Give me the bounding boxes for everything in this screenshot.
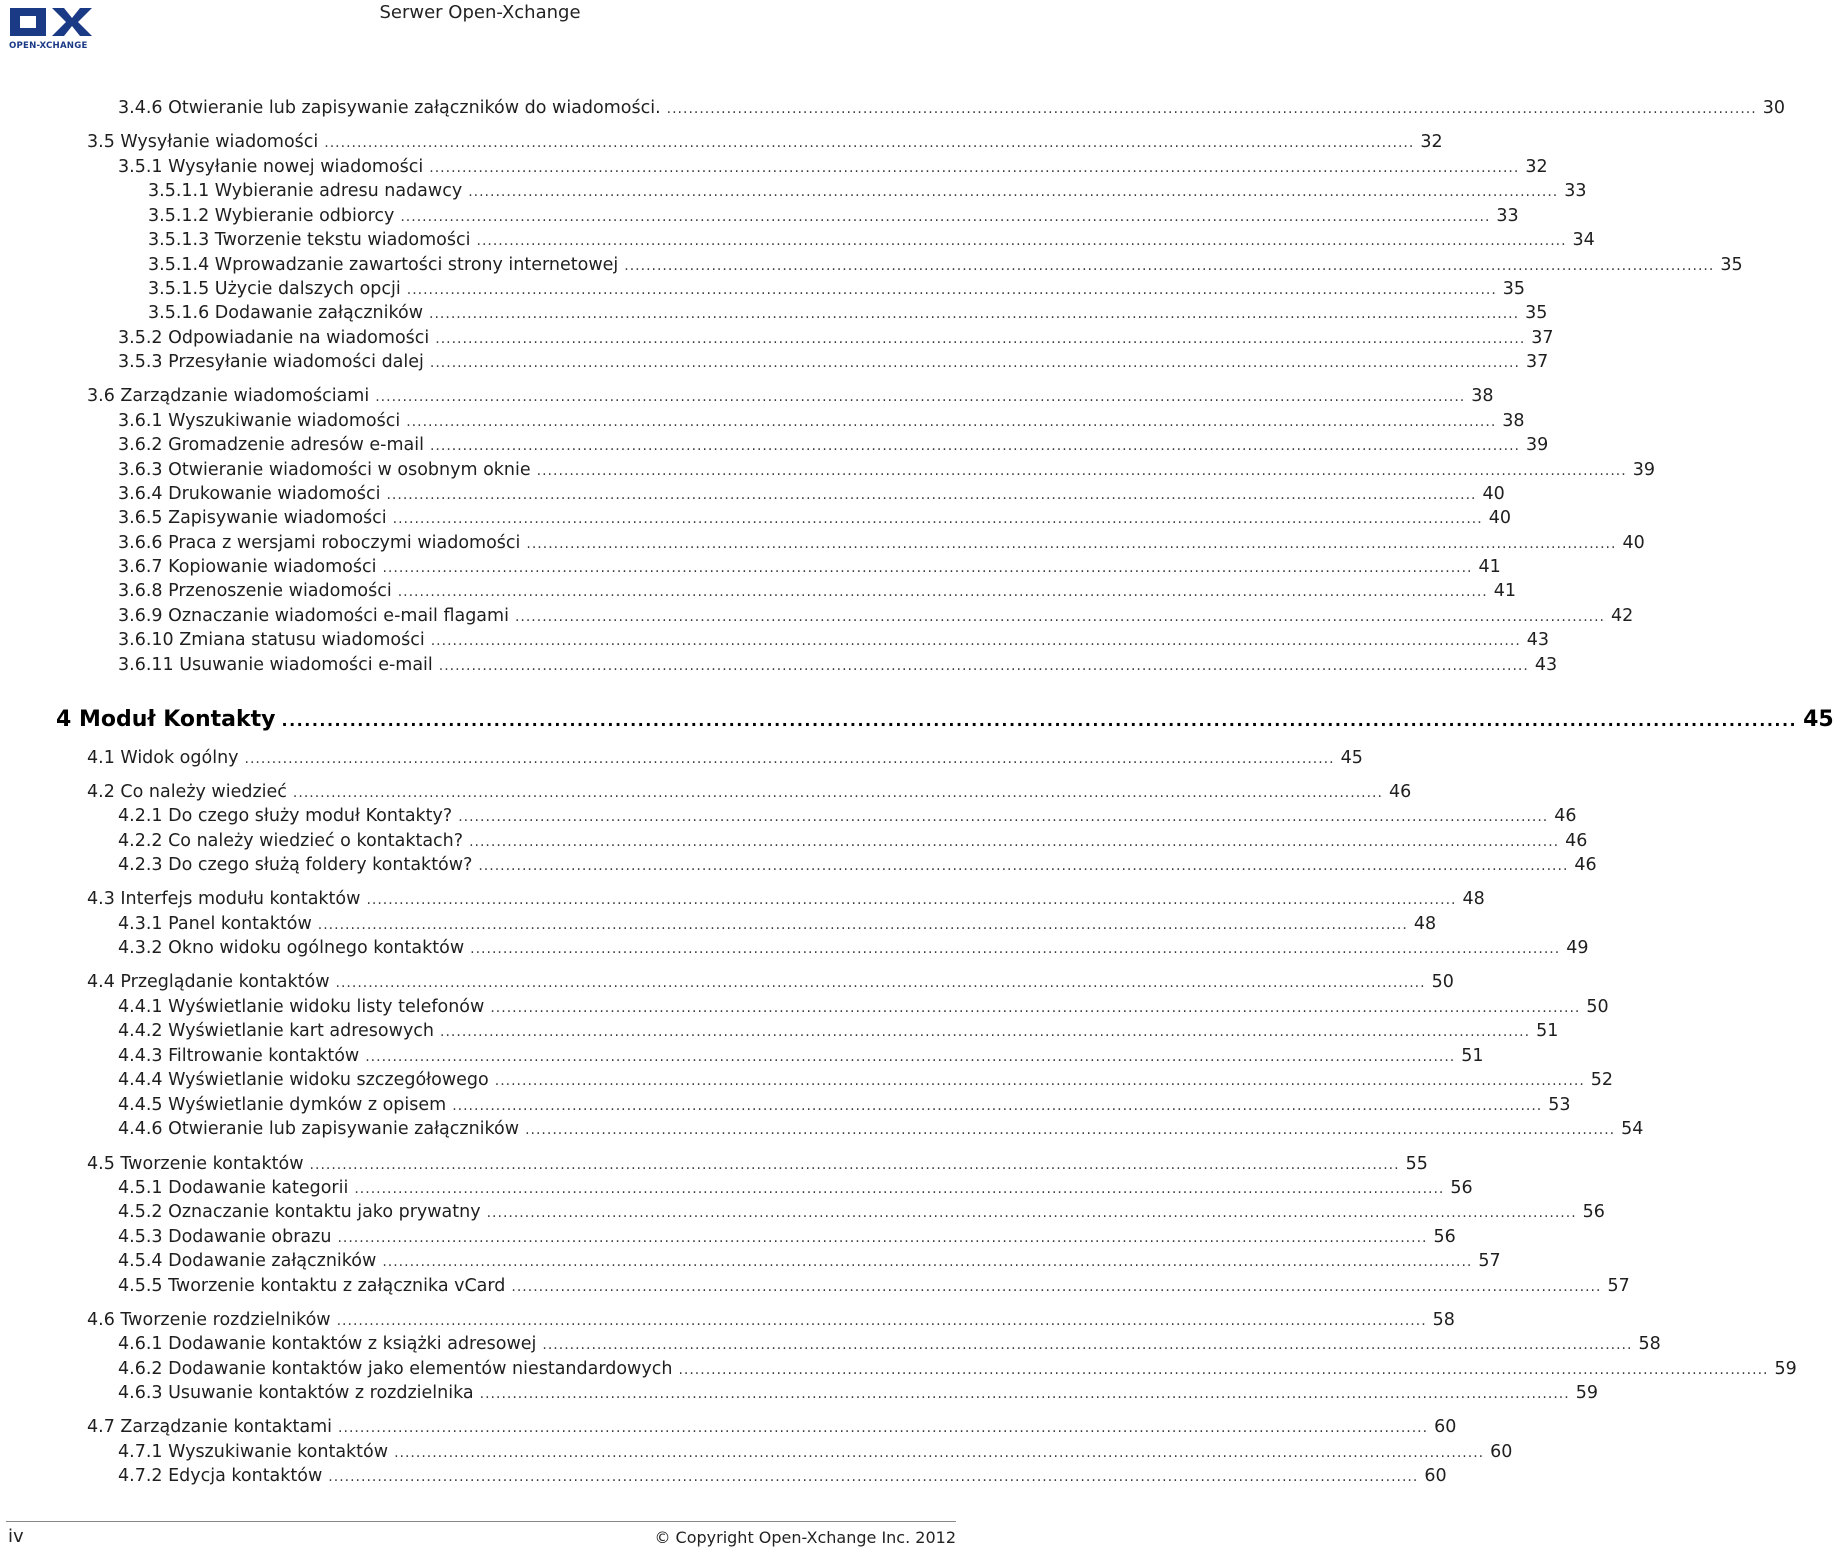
toc-entry[interactable] — [118, 805, 1577, 828]
toc-page-number: 51 — [1536, 1021, 1559, 1041]
dot-leader: ........................................................................................................................................................................................................ — [244, 751, 1335, 767]
toc-entry-title: 4.3.1 Panel kontaktów — [118, 914, 312, 934]
toc-entry-title: 4.5.5 Tworzenie kontaktu z załącznika vCard — [118, 1276, 506, 1296]
toc-page-number: 35 — [1525, 303, 1548, 323]
toc-entry[interactable] — [118, 532, 1645, 555]
dot-leader: ........................................................................................................................................................................................................ — [476, 233, 1567, 249]
toc-entry-title: 3.5.1.4 Wprowadzanie zawartości strony internetowej — [148, 255, 619, 275]
toc-entry-title: 3.5.2 Odpowiadanie na wiadomości — [118, 328, 430, 348]
toc-page-number: 32 — [1420, 132, 1443, 152]
toc-entry[interactable] — [118, 605, 1634, 628]
dot-leader: ........................................................................................................................................................................................................ — [365, 1049, 1456, 1065]
toc-entry-title: 3.5.1.3 Tworzenie tekstu wiadomości — [148, 230, 471, 250]
toc-page-number: 40 — [1622, 533, 1645, 553]
toc-entry[interactable] — [118, 854, 1597, 877]
toc-entry-title: 4.5.4 Dodawanie załączników — [118, 1251, 377, 1271]
dot-leader: ........................................................................................................................................................................................................ — [394, 1445, 1485, 1461]
toc-page-number: 57 — [1478, 1251, 1501, 1271]
toc-page-number: 52 — [1590, 1070, 1614, 1090]
dot-leader: ........................................................................................................................................................................................................ — [292, 785, 1383, 801]
dot-leader: ........................................................................................................................................................................................................ — [435, 331, 1526, 347]
toc-entry-title: 3.5.1.5 Użycie dalszych opcji — [148, 279, 401, 299]
toc-entry[interactable] — [87, 888, 1485, 911]
toc-entry[interactable] — [87, 971, 1454, 994]
dot-leader: ........................................................................................................................................................................................................ — [458, 809, 1549, 825]
toc-entry[interactable] — [118, 1177, 1473, 1200]
page-title: Serwer Open-Xchange — [379, 2, 581, 23]
toc-entry[interactable] — [118, 1045, 1484, 1068]
toc-entry[interactable] — [118, 327, 1554, 350]
dot-leader: ........................................................................................................................................................................................................ — [317, 917, 1408, 933]
toc-entry[interactable] — [118, 1118, 1644, 1141]
toc-page-number: 58 — [1432, 1310, 1455, 1330]
toc-page-number: 51 — [1461, 1046, 1484, 1066]
toc-page-number: 38 — [1502, 411, 1525, 431]
toc-page-number: 49 — [1566, 938, 1589, 958]
dot-leader: ........................................................................................................................................................................................................ — [478, 858, 1569, 874]
toc-entry-title: 4.5.1 Dodawanie kategorii — [118, 1178, 349, 1198]
dot-leader: ........................................................................................................................................................................................................ — [486, 1205, 1577, 1221]
toc-entry-title: 4 Moduł Kontakty — [56, 707, 276, 732]
toc-entry-title: 4.2 Co należy wiedzieć — [87, 782, 287, 802]
dot-leader: ........................................................................................................................................................................................................ — [525, 1122, 1616, 1138]
toc-entry-title: 4.3.2 Okno widoku ogólnego kontaktów — [118, 938, 465, 958]
toc-entry-title: 4.4.1 Wyświetlanie widoku listy telefonów — [118, 997, 485, 1017]
toc-entry[interactable] — [87, 747, 1363, 770]
toc-entry-title: 4.5.3 Dodawanie obrazu — [118, 1227, 332, 1247]
toc-entry-title: 4.6.2 Dodawanie kontaktów jako elementów niestandardowych — [118, 1359, 673, 1379]
toc-page-number: 33 — [1564, 181, 1587, 201]
dot-leader: ........................................................................................................................................................................................................ — [429, 160, 1520, 176]
toc-page-number: 35 — [1720, 255, 1743, 275]
toc-entry-title: 3.5.1.6 Dodawanie załączników — [148, 303, 424, 323]
toc-entry-title: 3.4.6 Otwieranie lub zapisywanie załączników do wiadomości. — [118, 98, 661, 118]
dot-leader: ........................................................................................................................................................................................................ — [469, 834, 1560, 850]
toc-entry-title: 3.6.3 Otwieranie wiadomości w osobnym oknie — [118, 460, 531, 480]
toc-entry[interactable] — [118, 1201, 1605, 1224]
toc-entry-title: 4.4.4 Wyświetlanie widoku szczegółowego — [118, 1070, 489, 1090]
toc-entry-title: 3.6.8 Przenoszenie wiadomości — [118, 581, 392, 601]
dot-leader: ........................................................................................................................................................................................................ — [429, 355, 1520, 371]
toc-page-number: 55 — [1405, 1154, 1428, 1174]
toc-entry-title: 3.6.6 Praca z wersjami roboczymi wiadomości — [118, 533, 521, 553]
toc-entry-title: 3.5.3 Przesyłanie wiadomości dalej — [118, 352, 424, 372]
toc-entry-title: 3.6.2 Gromadzenie adresów e-mail — [118, 435, 424, 455]
toc-page-number: 32 — [1525, 157, 1548, 177]
toc-page-number: 45 — [1340, 748, 1363, 768]
toc-entry-title: 3.5.1.2 Wybieranie odbiorcy — [148, 206, 395, 226]
dot-leader: ........................................................................................................................................................................................................ — [666, 101, 1757, 117]
toc-entry[interactable] — [87, 1416, 1457, 1439]
dot-leader: ........................................................................................................................................................................................................ — [542, 1337, 1633, 1353]
dot-leader: ........................................................................................................................................................................................................ — [429, 306, 1520, 322]
toc-page-number: 54 — [1621, 1119, 1644, 1139]
toc-page-number: 60 — [1424, 1466, 1447, 1486]
toc-page-number: 58 — [1638, 1334, 1661, 1354]
dot-leader: ........................................................................................................................................................................................................ — [678, 1362, 1769, 1378]
toc-page-number: 42 — [1611, 606, 1634, 626]
toc-entry[interactable] — [118, 459, 1655, 482]
toc-entry-title: 3.6.4 Drukowanie wiadomości — [118, 484, 381, 504]
toc-chapter-entry[interactable] — [56, 707, 1834, 734]
dot-leader: ........................................................................................................................................................................................................ — [430, 633, 1521, 649]
toc-entry-title: 4.6.1 Dodawanie kontaktów z książki adresowej — [118, 1334, 537, 1354]
toc-page-number: 46 — [1554, 806, 1577, 826]
dot-leader: ........................................................................................................................................................................................................ — [490, 1000, 1581, 1016]
toc-page-number: 60 — [1434, 1417, 1457, 1437]
dot-leader: ........................................................................................................................................................................................................ — [375, 389, 1466, 405]
copyright-notice: © Copyright Open-Xchange Inc. 2012 — [654, 1528, 956, 1547]
toc-entry[interactable] — [148, 229, 1595, 252]
toc-page-number: 33 — [1496, 206, 1519, 226]
toc-entry-title: 3.5.1.1 Wybieranie adresu nadawcy — [148, 181, 463, 201]
toc-entry[interactable] — [118, 1465, 1447, 1488]
toc-entry-title: 4.3 Interfejs modułu kontaktów — [87, 889, 361, 909]
toc-page-number: 43 — [1526, 630, 1550, 650]
toc-entry-title: 3.6 Zarządzanie wiadomościami — [87, 386, 370, 406]
toc-entry[interactable] — [118, 629, 1550, 652]
page-header — [0, 0, 960, 60]
toc-page-number: 48 — [1413, 914, 1437, 934]
toc-entry[interactable] — [87, 385, 1494, 408]
toc-entry-title: 4.4.5 Wyświetlanie dymków z opisem — [118, 1095, 447, 1115]
toc-entry[interactable] — [118, 1226, 1456, 1249]
dot-leader: ........................................................................................................................................................................................................ — [354, 1181, 1445, 1197]
dot-leader: ........................................................................................................................................................................................................ — [470, 941, 1561, 957]
dot-leader: ........................................................................................................................................................................................................ — [337, 1230, 1428, 1246]
toc-entry[interactable] — [118, 654, 1558, 677]
toc-entry[interactable] — [118, 1333, 1661, 1356]
dot-leader: ........................................................................................................................................................................................................ — [438, 658, 1529, 674]
toc-entry[interactable] — [148, 180, 1587, 203]
dot-leader: ........................................................................................................................................................................................................ — [336, 1313, 1427, 1329]
toc-page-number: 34 — [1572, 230, 1595, 250]
toc-page-number: 43 — [1534, 655, 1558, 675]
toc-entry[interactable] — [118, 1094, 1571, 1117]
toc-page-number: 56 — [1450, 1178, 1473, 1198]
toc-entry[interactable] — [118, 1441, 1513, 1464]
dot-leader: ........................................................................................................................................................................................................ — [624, 258, 1715, 274]
toc-entry-title: 3.5 Wysyłanie wiadomości — [87, 132, 319, 152]
toc-entry[interactable] — [118, 580, 1517, 603]
dot-leader: ........................................................................................................................................................................................................ — [324, 135, 1415, 151]
toc-page-number: 38 — [1471, 386, 1494, 406]
toc-page-number: 41 — [1478, 557, 1501, 577]
dot-leader: ........................................................................................................................................................................................................ — [382, 560, 1473, 576]
toc-page-number: 46 — [1388, 782, 1412, 802]
dot-leader: ........................................................................................................................................................................................................ — [386, 487, 1477, 503]
toc-page-number: 56 — [1582, 1202, 1605, 1222]
toc-entry-title: 3.6.5 Zapisywanie wiadomości — [118, 508, 387, 528]
toc-page-number: 57 — [1607, 1276, 1630, 1296]
toc-entry[interactable] — [87, 1153, 1428, 1176]
toc-page-number: 37 — [1525, 352, 1549, 372]
toc-entry-title: 4.4 Przeglądanie kontaktów — [87, 972, 330, 992]
toc-entry[interactable] — [118, 830, 1588, 853]
toc-entry[interactable] — [118, 434, 1549, 457]
toc-entry-title: 4.4.2 Wyświetlanie kart adresowych — [118, 1021, 435, 1041]
dot-leader: ........................................................................................................................................................................................................ — [468, 184, 1559, 200]
toc-entry[interactable] — [148, 278, 1526, 301]
toc-entry-title: 4.1 Widok ogólny — [87, 748, 239, 768]
toc-entry[interactable] — [87, 1309, 1455, 1332]
toc-entry[interactable] — [118, 156, 1548, 179]
toc-page-number: 40 — [1482, 484, 1505, 504]
toc-entry[interactable] — [148, 302, 1548, 325]
dot-leader: ........................................................................................................................................................................................................ — [338, 1420, 1429, 1436]
dot-leader: ........................................................................................................................................................................................................ — [514, 609, 1605, 625]
toc-page-number: 56 — [1433, 1227, 1456, 1247]
toc-entry-title: 4.5.2 Oznaczanie kontaktu jako prywatny — [118, 1202, 481, 1222]
page-number: iv — [8, 1526, 24, 1547]
toc-entry-title: 4.4.6 Otwieranie lub zapisywanie załączników — [118, 1119, 520, 1139]
dot-leader: ........................................................................................................................................................................................................ — [440, 1024, 1531, 1040]
toc-entry[interactable] — [118, 483, 1505, 506]
toc-entry[interactable] — [118, 351, 1549, 374]
toc-entry-title: 3.6.1 Wyszukiwanie wiadomości — [118, 411, 401, 431]
toc-page-number: 35 — [1502, 279, 1526, 299]
toc-entry-title: 4.5 Tworzenie kontaktów — [87, 1154, 304, 1174]
dot-leader: ........................................................................................................................................................................................................ — [397, 584, 1488, 600]
toc-entry[interactable] — [118, 556, 1501, 579]
dot-leader: ........................................................................................................................................................................................................ — [511, 1279, 1602, 1295]
toc-entry-title: 3.6.9 Oznaczanie wiadomości e-mail flagami — [118, 606, 509, 626]
toc-page-number: 59 — [1575, 1383, 1598, 1403]
toc-entry-title: 3.6.11 Usuwanie wiadomości e-mail — [118, 655, 433, 675]
toc-page-number: 37 — [1531, 328, 1554, 348]
toc-entry[interactable] — [118, 97, 1785, 120]
toc-page-number: 39 — [1526, 435, 1549, 455]
toc-entry-title: 4.7.1 Wyszukiwanie kontaktów — [118, 1442, 389, 1462]
toc-entry-title: 4.2.2 Co należy wiedzieć o kontaktach? — [118, 831, 464, 851]
toc-entry[interactable] — [87, 781, 1412, 804]
toc-page-number: 60 — [1490, 1442, 1513, 1462]
toc-entry[interactable] — [87, 131, 1443, 154]
toc-entry[interactable] — [118, 1250, 1501, 1273]
toc-page-number: 59 — [1774, 1359, 1797, 1379]
dot-leader: ........................................................................................................................................................................................................ — [526, 536, 1617, 552]
toc-entry-title: 3.5.1 Wysyłanie nowej wiadomości — [118, 157, 424, 177]
toc-page-number: 39 — [1632, 460, 1655, 480]
toc-entry-title: 4.2.3 Do czego służą foldery kontaktów? — [118, 855, 473, 875]
dot-leader: ........................................................................................................................................................................................................ — [335, 975, 1426, 991]
toc-page-number: 45 — [1803, 707, 1834, 732]
toc-entry-title: 4.4.3 Filtrowanie kontaktów — [118, 1046, 360, 1066]
toc-entry[interactable] — [118, 1382, 1598, 1405]
toc-page-number: 50 — [1431, 972, 1454, 992]
toc-entry[interactable] — [118, 913, 1437, 936]
dot-leader: ........................................................................................................................................................................................................ — [429, 438, 1521, 454]
dot-leader: ........................................................................................................................................................................................................ — [400, 209, 1491, 225]
dot-leader: ........................................................................................................................................................................................................ — [281, 711, 1798, 730]
toc-entry[interactable] — [118, 507, 1511, 530]
dot-leader: ........................................................................................................................................................................................................ — [536, 463, 1627, 479]
dot-leader: ........................................................................................................................................................................................................ — [366, 892, 1457, 908]
toc-entry[interactable] — [148, 254, 1743, 277]
dot-leader: ........................................................................................................................................................................................................ — [309, 1157, 1400, 1173]
toc-entry-title: 4.7 Zarządzanie kontaktami — [87, 1417, 333, 1437]
toc-page-number: 30 — [1762, 98, 1785, 118]
dot-leader: ........................................................................................................................................................................................................ — [328, 1469, 1419, 1485]
logo-wordmark: OPEN-XCHANGE — [9, 41, 88, 51]
toc-entry[interactable] — [118, 937, 1589, 960]
toc-entry[interactable] — [118, 410, 1525, 433]
toc-entry-title: 4.2.1 Do czego służy moduł Kontakty? — [118, 806, 453, 826]
dot-leader: ........................................................................................................................................................................................................ — [406, 282, 1497, 298]
toc-entry-title: 4.7.2 Edycja kontaktów — [118, 1466, 323, 1486]
toc-entry[interactable] — [118, 996, 1609, 1019]
toc-entry[interactable] — [118, 1275, 1630, 1298]
toc-entry-title: 3.6.10 Zmiana statusu wiadomości — [118, 630, 425, 650]
toc-entry-title: 4.6 Tworzenie rozdzielników — [87, 1310, 331, 1330]
toc-page-number: 53 — [1548, 1095, 1571, 1115]
toc-entry[interactable] — [118, 1020, 1559, 1043]
toc-page-number: 50 — [1586, 997, 1609, 1017]
toc-page-number: 46 — [1565, 831, 1588, 851]
toc-page-number: 46 — [1574, 855, 1597, 875]
toc-entry[interactable] — [148, 205, 1519, 228]
dot-leader: ........................................................................................................................................................................................................ — [479, 1386, 1570, 1402]
toc-page-number: 40 — [1488, 508, 1511, 528]
toc-entry-title: 4.6.3 Usuwanie kontaktów z rozdzielnika — [118, 1383, 474, 1403]
dot-leader: ........................................................................................................................................................................................................ — [406, 414, 1497, 430]
toc-entry[interactable] — [118, 1069, 1614, 1092]
dot-leader: ........................................................................................................................................................................................................ — [382, 1254, 1473, 1270]
dot-leader: ........................................................................................................................................................................................................ — [452, 1098, 1543, 1114]
toc-page-number: 41 — [1493, 581, 1517, 601]
footer-divider — [6, 1521, 956, 1522]
dot-leader: ........................................................................................................................................................................................................ — [392, 511, 1483, 527]
toc-entry-title: 3.6.7 Kopiowanie wiadomości — [118, 557, 377, 577]
dot-leader: ........................................................................................................................................................................................................ — [494, 1073, 1585, 1089]
toc-entry[interactable] — [118, 1358, 1797, 1381]
toc-page-number: 48 — [1462, 889, 1485, 909]
